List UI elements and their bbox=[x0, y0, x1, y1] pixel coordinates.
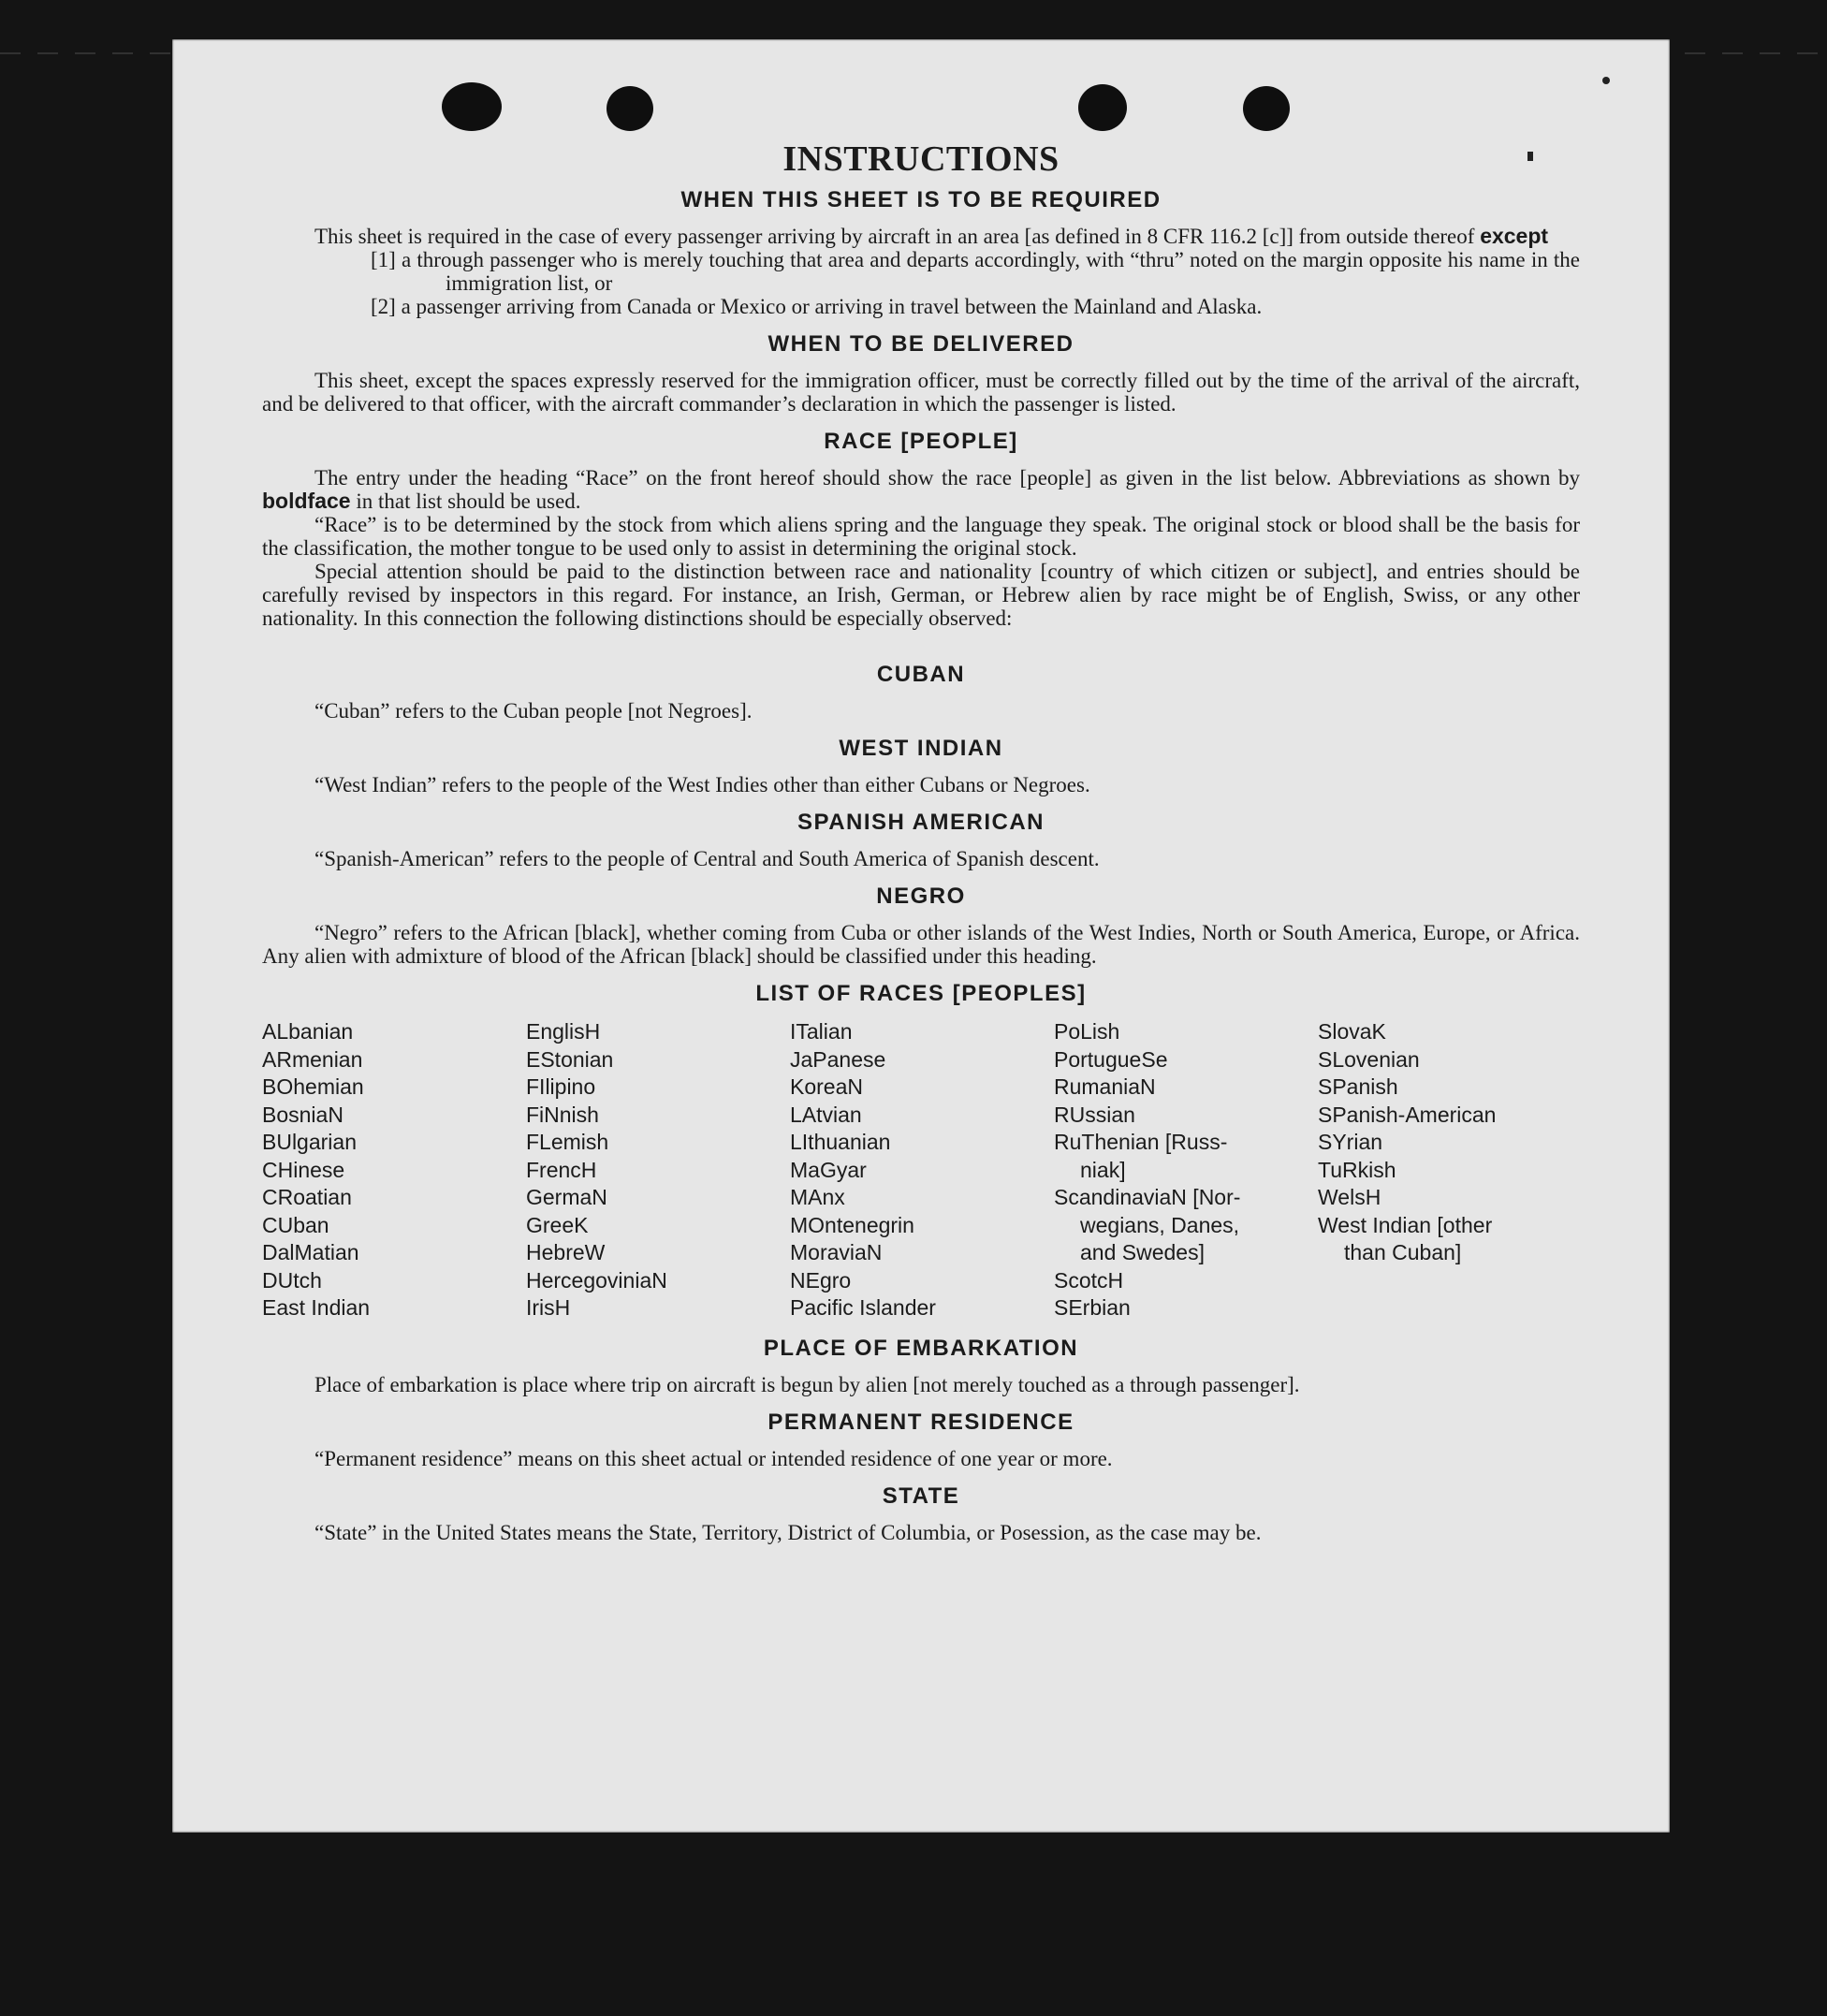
race-entry: MAnx bbox=[790, 1185, 845, 1209]
race-entry: ALbanian bbox=[262, 1019, 354, 1044]
race-entry: IrisH bbox=[526, 1295, 571, 1320]
heading-negro: NEGRO bbox=[876, 884, 966, 909]
race-paragraph-3: Special attention should be paid to the distinction between race and nationality [country of which citizen or subject], and entries should be carefully revised by inspectors in this regard. For instance, an Irish, German, or Hebrew alien by race might be of English, Swiss, or any other nationality. In this connection the following distinctions should be especially observed: bbox=[262, 560, 1580, 630]
race-entry-continued: and Swedes] bbox=[1080, 1240, 1205, 1264]
race-entry-continued: niak] bbox=[1080, 1157, 1126, 1182]
race-paragraph-2: “Race” is to be determined by the stock from which aliens spring and the language they speak. The original stock or blood shall be the basis for the classification, the mother tongue to be used only to assist in determining the original stock. bbox=[262, 513, 1580, 560]
race-entry: RuThenian [Russ- bbox=[1054, 1130, 1228, 1154]
race-entry: ScotcH bbox=[1054, 1267, 1124, 1293]
heading-spanish-american: SPANISH AMERICAN bbox=[797, 810, 1045, 835]
race-column bbox=[262, 1018, 524, 1322]
heading-list-of-races: LIST OF RACES [PEOPLES] bbox=[755, 981, 1087, 1006]
race-entry: NEgro bbox=[790, 1267, 852, 1293]
race-entry: DUtch bbox=[262, 1267, 322, 1293]
punch-hole bbox=[1243, 86, 1290, 131]
race-entry: KoreaN bbox=[790, 1074, 863, 1099]
negro-text: “Negro” refers to the African [black], whether coming from Cuba or other islands of the West Indies, North or South America, Europe, or Africa. Any alien with admixture of blood of the African [black] should be classified under this heading. bbox=[262, 921, 1580, 968]
race-entry: East Indian bbox=[262, 1295, 371, 1320]
when-required-intro: This sheet is required in the case of every passenger arriving by aircraft in an area [as defined in 8 CFR 116.2 [c]] from outside thereof except bbox=[314, 224, 1549, 248]
document-body bbox=[262, 139, 1580, 1544]
race-entry: CUban bbox=[262, 1212, 329, 1237]
race-list bbox=[262, 1018, 1580, 1322]
race-entry: MOntenegrin bbox=[790, 1212, 914, 1237]
race-entry: SLovenian bbox=[1318, 1046, 1420, 1072]
race-entry: WelsH bbox=[1318, 1185, 1381, 1209]
race-entry-continued: wegians, Danes, bbox=[1080, 1212, 1240, 1237]
race-entry: RumaniaN bbox=[1054, 1074, 1156, 1099]
race-column bbox=[1054, 1018, 1316, 1322]
race-entry: LAtvian bbox=[790, 1102, 862, 1127]
race-entry: SErbian bbox=[1054, 1295, 1131, 1320]
race-entry: SPanish bbox=[1318, 1074, 1398, 1099]
race-entry: GreeK bbox=[526, 1212, 589, 1237]
race-entry: FLemish bbox=[526, 1130, 609, 1154]
race-entry: PoLish bbox=[1054, 1019, 1120, 1044]
race-column bbox=[526, 1018, 788, 1322]
race-entry: EStonian bbox=[526, 1046, 614, 1072]
heading-permanent-residence: PERMANENT RESIDENCE bbox=[767, 1409, 1074, 1435]
heading-state: STATE bbox=[882, 1483, 960, 1509]
punch-hole bbox=[607, 86, 653, 131]
race-entry: SYrian bbox=[1318, 1130, 1383, 1154]
race-entry: FrencH bbox=[526, 1157, 597, 1182]
race-entry: MoraviaN bbox=[790, 1240, 883, 1264]
race-entry: TuRkish bbox=[1318, 1157, 1396, 1182]
when-delivered-text: This sheet, except the spaces expressly reserved for the immigration officer, must be correctly filled out by the time of the arrival of the aircraft, and be delivered to that officer, with the aircraft commander’s declaration in which the passenger is listed. bbox=[262, 369, 1580, 416]
state-text: “State” in the United States means the State, Territory, District of Columbia, or Posession, as the case may be. bbox=[314, 1520, 1262, 1544]
embarkation-text: Place of embarkation is place where trip on aircraft is begun by alien [not merely touched as a through passenger]. bbox=[314, 1372, 1300, 1396]
race-entry: DalMatian bbox=[262, 1240, 359, 1264]
heading-race: RACE [PEOPLE] bbox=[824, 429, 1018, 454]
race-entry: HebreW bbox=[526, 1240, 606, 1264]
race-entry: West Indian [other bbox=[1318, 1212, 1493, 1237]
race-entry: GermaN bbox=[526, 1185, 607, 1209]
race-entry: ScandinaviaN [Nor- bbox=[1054, 1185, 1241, 1209]
instruction-sheet bbox=[172, 39, 1670, 1833]
race-entry: BOhemian bbox=[262, 1074, 364, 1099]
race-entry: SPanish-American bbox=[1318, 1102, 1497, 1127]
race-column bbox=[1318, 1018, 1580, 1322]
race-entry: MaGyar bbox=[790, 1157, 867, 1182]
spanish-american-text: “Spanish-American” refers to the people of Central and South America of Spanish descent. bbox=[314, 847, 1100, 870]
permanent-residence-text: “Permanent residence” means on this sheet actual or intended residence of one year or more. bbox=[314, 1446, 1113, 1470]
race-entry: LIthuanian bbox=[790, 1130, 891, 1154]
cuban-text: “Cuban” refers to the Cuban people [not Negroes]. bbox=[314, 699, 753, 723]
race-entry: CHinese bbox=[262, 1157, 345, 1182]
exception-item-1: [1] a through passenger who is merely touching that area and departs accordingly, with “thru” noted on the margin opposite his name in the immigration list, or bbox=[371, 248, 1580, 295]
race-entry: CRoatian bbox=[262, 1185, 352, 1209]
race-entry-continued: than Cuban] bbox=[1344, 1240, 1462, 1264]
heading-west-indian: WEST INDIAN bbox=[839, 736, 1003, 761]
race-entry: FIlipino bbox=[526, 1074, 596, 1099]
race-entry: EnglisH bbox=[526, 1019, 601, 1044]
race-entry: HercegoviniaN bbox=[526, 1267, 667, 1293]
speck bbox=[1602, 77, 1610, 84]
race-paragraph-1: The entry under the heading “Race” on the front hereof should show the race [people] as given in the list below. Abbreviations as shown by boldface in that list should be used. bbox=[262, 466, 1580, 513]
heading-when-delivered: WHEN TO BE DELIVERED bbox=[767, 331, 1074, 357]
heading-cuban: CUBAN bbox=[876, 662, 966, 687]
race-entry: ARmenian bbox=[262, 1046, 363, 1072]
race-column bbox=[790, 1018, 1052, 1322]
race-entry: JaPanese bbox=[790, 1046, 886, 1072]
race-entry: FiNnish bbox=[526, 1102, 599, 1127]
race-entry: SlovaK bbox=[1318, 1019, 1386, 1044]
race-entry: PortugueSe bbox=[1054, 1046, 1168, 1072]
punch-hole bbox=[1078, 84, 1127, 131]
race-entry: Pacific Islander bbox=[790, 1295, 936, 1320]
race-entry: RUssian bbox=[1054, 1102, 1135, 1127]
exception-item-2: [2] a passenger arriving from Canada or Mexico or arriving in travel between the Mainland and Alaska. bbox=[371, 295, 1263, 318]
heading-embarkation: PLACE OF EMBARKATION bbox=[763, 1335, 1079, 1361]
document-title: INSTRUCTIONS bbox=[782, 139, 1060, 179]
west-indian-text: “West Indian” refers to the people of the West Indies other than either Cubans or Negroes. bbox=[314, 773, 1090, 796]
race-entry: BosniaN bbox=[262, 1102, 343, 1127]
race-entry: BUlgarian bbox=[262, 1130, 357, 1154]
race-entry: ITalian bbox=[790, 1019, 853, 1044]
heading-when-required: WHEN THIS SHEET IS TO BE REQUIRED bbox=[680, 187, 1162, 212]
punch-hole bbox=[442, 82, 502, 131]
